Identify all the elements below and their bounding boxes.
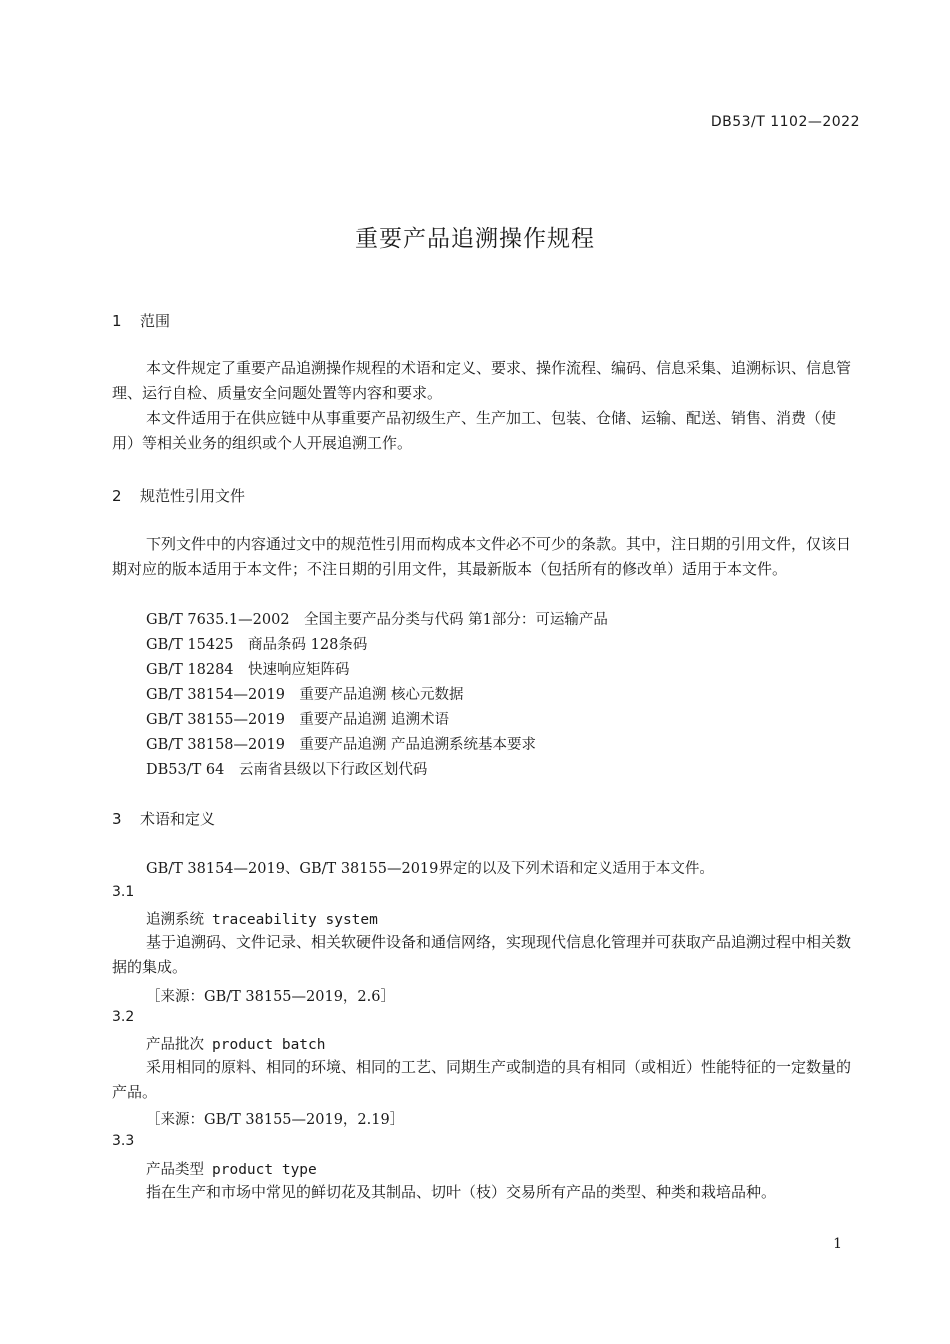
document-title: 重要产品追溯操作规程 — [355, 226, 595, 252]
reference-item: GB/T 18284 快速响应矩阵码 — [146, 662, 350, 678]
term-number: 3.3 — [112, 1133, 135, 1149]
reference-item: GB/T 38158—2019 重要产品追溯 产品追溯系统基本要求 — [146, 737, 537, 753]
document-code: DB53/T 1102—2022 — [710, 114, 860, 130]
page-number: 1 — [833, 1236, 842, 1252]
section-3-heading — [112, 808, 215, 829]
term-name-en: product type — [212, 1162, 317, 1178]
reference-item: GB/T 15425 商品条码 128条码 — [146, 637, 368, 653]
section-2-paragraph: 下列文件中的内容通过文中的规范性引用而构成本文件必不可少的条款。其中，注日期的引用文件，仅该日期对应的版本适用于本文件；不注日期的引用文件，其最新版本（包括所有的修改单）适用于本文件。 — [112, 535, 852, 578]
term-name — [146, 1158, 317, 1179]
term-source: ［来源：GB/T 38155—2019，2.6］ — [146, 989, 395, 1005]
term-name — [146, 908, 378, 929]
section-2-heading — [112, 485, 245, 506]
section-3-intro: GB/T 38154—2019、GB/T 38155—2019界定的以及下列术语和定义适用于本文件。 — [146, 861, 714, 877]
term-definition: 基于追溯码、文件记录、相关软硬件设备和通信网络，实现现代信息化管理并可获取产品追溯过程中相关数据的集成。 — [112, 933, 852, 976]
term-number: 3.2 — [112, 1009, 135, 1025]
section-1-paragraph-2: 本文件适用于在供应链中从事重要产品初级生产、生产加工、包装、仓储、运输、配送、销售、消费（使用）等相关业务的组织或个人开展追溯工作。 — [112, 409, 837, 452]
section-number: 1 — [112, 312, 122, 330]
section-title: 术语和定义 — [140, 810, 216, 828]
reference-item: DB53/T 64 云南省县级以下行政区划代码 — [146, 762, 428, 778]
term-source: ［来源：GB/T 38155—2019，2.19］ — [146, 1112, 405, 1128]
term-definition: 采用相同的原料、相同的环境、相同的工艺、同期生产或制造的具有相同（或相近）性能特征的一定数量的产品。 — [112, 1058, 852, 1101]
term-name — [146, 1033, 326, 1054]
term-name-zh: 产品类型 — [146, 1162, 204, 1178]
section-number: 2 — [112, 487, 122, 505]
term-name-en: product batch — [212, 1037, 326, 1053]
reference-item: GB/T 38155—2019 重要产品追溯 追溯术语 — [146, 712, 450, 728]
section-number: 3 — [112, 810, 122, 828]
term-name-zh: 追溯系统 — [146, 912, 204, 928]
term-name-en: traceability system — [212, 912, 378, 928]
section-1-paragraph-1: 本文件规定了重要产品追溯操作规程的术语和定义、要求、操作流程、编码、信息采集、追溯标识、信息管理、运行自检、质量安全问题处置等内容和要求。 — [112, 359, 852, 402]
reference-item: GB/T 7635.1—2002 全国主要产品分类与代码 第1部分：可运输产品 — [146, 612, 608, 628]
section-1-heading — [112, 310, 170, 331]
term-name-zh: 产品批次 — [146, 1037, 204, 1053]
term-number: 3.1 — [112, 884, 135, 900]
reference-item: GB/T 38154—2019 重要产品追溯 核心元数据 — [146, 687, 464, 703]
section-title: 范围 — [140, 312, 171, 330]
term-definition: 指在生产和市场中常见的鲜切花及其制品、切叶（枝）交易所有产品的类型、种类和栽培品种。 — [146, 1183, 777, 1201]
section-title: 规范性引用文件 — [140, 487, 246, 505]
